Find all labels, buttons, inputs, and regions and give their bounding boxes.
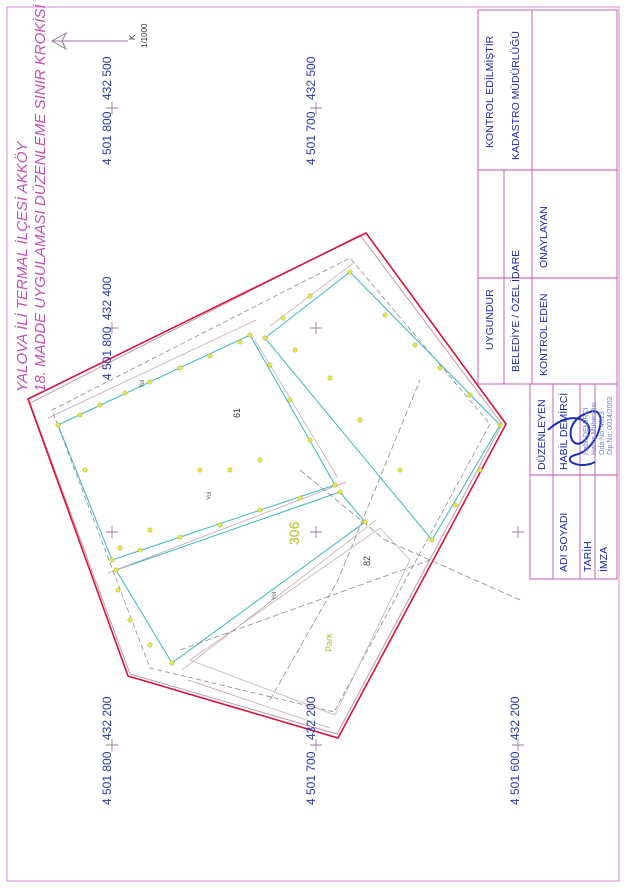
grid-crosses	[106, 102, 524, 751]
parcel-306-label: 306	[286, 521, 302, 545]
stamp-line-1: Habil DEMİRCİ	[583, 407, 590, 455]
belediye-label: BELEDİYE / ÖZEL İDARE	[510, 249, 522, 372]
coord-x500-b: 432 500	[304, 56, 318, 100]
park-area	[190, 528, 410, 715]
kontrol-eden-label: KONTROL EDEN	[538, 293, 550, 376]
north-arrow-icon	[52, 33, 128, 49]
title-line-2: 18. MADDE UYGULAMASI DÜZENLEME SINIR KROKİSİ	[32, 4, 49, 392]
parcel-61-label: 61	[232, 407, 242, 418]
name-value: HABİL DEMİRCİ	[558, 392, 570, 470]
coord-x500-a: 432 500	[100, 56, 114, 100]
coord-x200-c: 432 200	[508, 696, 522, 740]
uygundur-label: UYGUNDUR	[484, 289, 496, 350]
north-letter: K	[128, 34, 137, 40]
coord-y800-c: 4 501 800	[100, 751, 114, 805]
coord-y600: 4 501 600	[508, 751, 522, 805]
onaylayan-label: ONAYLAYAN	[538, 206, 550, 268]
road-label-1: Yol	[140, 379, 146, 388]
engineer-stamp	[583, 397, 615, 455]
stamp-line-2: Harita Mühendisi	[591, 402, 598, 455]
road-label-2: Yol	[207, 491, 213, 500]
coord-y800-b: 4 501 800	[100, 326, 114, 380]
coord-x200-a: 432 200	[100, 696, 114, 740]
coord-x200-b: 432 200	[304, 696, 318, 740]
stamp-line-4: Dip.No: 0014/2003	[607, 396, 614, 455]
parcel-82-label: 82	[362, 555, 372, 566]
dashed-boundary	[52, 258, 490, 712]
page-title	[14, 4, 50, 392]
kontrol-edilmistir-label: KONTROL EDİLMİŞTİR	[484, 35, 496, 148]
imza-label: İMZA	[598, 546, 610, 572]
tarih-label: TARİH	[582, 541, 594, 572]
coord-y700-a: 4 501 700	[304, 111, 318, 165]
coord-y700-b: 4 501 700	[304, 751, 318, 805]
park-label: Park	[324, 633, 334, 652]
road-label-3: Yol	[272, 591, 278, 600]
stamp-line-3: Oda No: 4313	[599, 411, 606, 455]
parcel-blocks	[58, 272, 500, 663]
title-line-1: YALOVA İLİ TERMAL İLÇESİ AKKÖY	[14, 141, 31, 392]
scale-label: 1/1000	[140, 23, 149, 48]
survey-points	[56, 270, 502, 665]
duzenleyen-label: DÜZENLEYEN	[536, 399, 548, 470]
adi-soyadi-label: ADI SOYADI	[558, 512, 570, 572]
coord-x400: 432 400	[100, 276, 114, 320]
coord-y800-a: 4 501 800	[100, 111, 114, 165]
kadastro-label: KADASTRO MÜDÜRLÜĞÜ	[510, 31, 522, 160]
